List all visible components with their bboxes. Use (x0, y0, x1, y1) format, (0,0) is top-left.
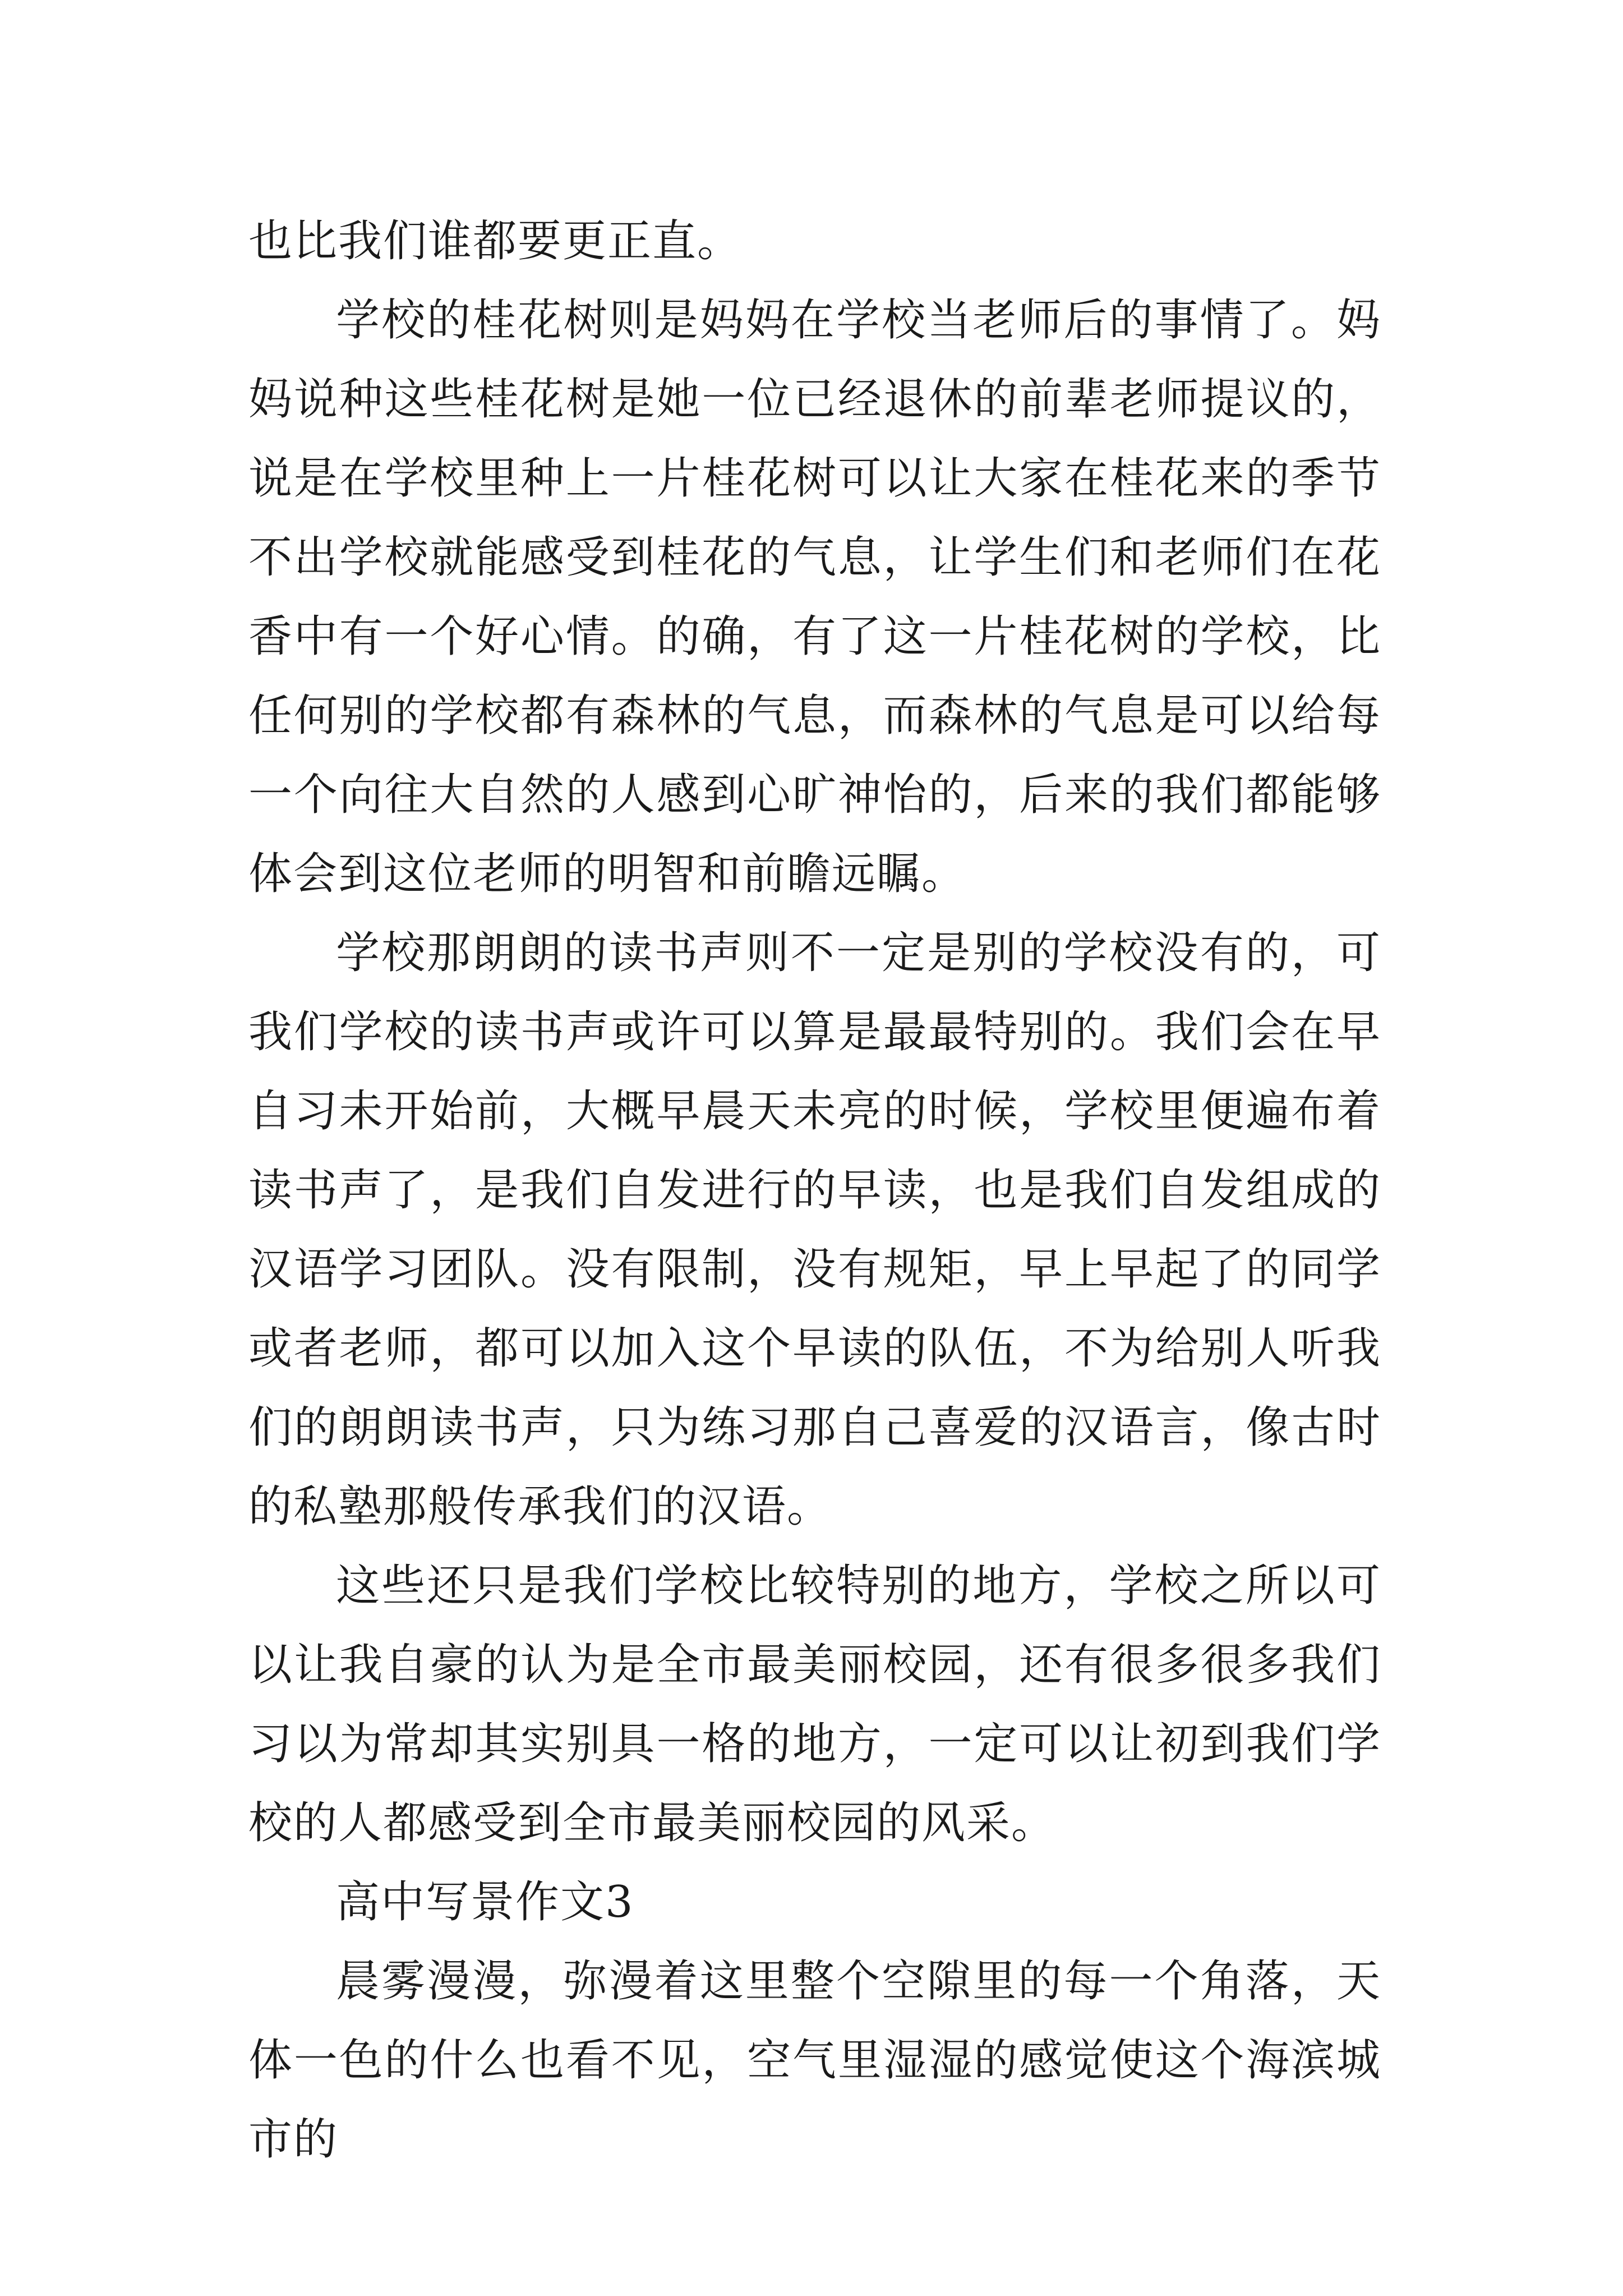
paragraph-continued: 也比我们谁都要更正直。 (248, 216, 743, 266)
body-text (248, 202, 1381, 2179)
paragraph-reading: 学校那朗朗的读书声则不一定是别的学校没有的，可我们学校的读书声或许可以算是最最特别的。我们会在早自习未开始前，大概早晨天未亮的时候，学校里便遍布着读书声了，是我们自发进行的早读，也是我们自发组成的汉语学习团队。没有限制，没有规矩，早上早起了的同学或者老师，都可以加入这个早读的队伍，不为给别人听我们的朗朗读书声，只为练习那自己喜爱的汉语言，像古时的私塾那般传承我们的汉语。 (248, 928, 1381, 1532)
section-heading: 高中写景作文3 (336, 1877, 634, 1927)
paragraph-osmanthus: 学校的桂花树则是妈妈在学校当老师后的事情了。妈妈说种这些桂花树是她一位已经退休的前辈老师提议的，说是在学校里种上一片桂花树可以让大家在桂花来的季节不出学校就能感受到桂花的气息，让学生们和老师们在花香中有一个好心情。的确，有了这一片桂花树的学校，比任何别的学校都有森林的气息，而森林的气息是可以给每一个向往大自然的人感到心旷神怡的，后来的我们都能够体会到这位老师的明智和前瞻远瞩。 (248, 295, 1381, 899)
paragraph-morning-fog: 晨雾漫漫，弥漫着这里整个空隙里的每一个角落，天体一色的什么也看不见，空气里湿湿的感觉使这个海滨城市的 (248, 1956, 1381, 2165)
paragraph-conclusion: 这些还只是我们学校比较特别的地方，学校之所以可以让我自豪的认为是全市最美丽校园，还有很多很多我们习以为常却其实别具一格的地方，一定可以让初到我们学校的人都感受到全市最美丽校园的风采。 (248, 1561, 1381, 1848)
